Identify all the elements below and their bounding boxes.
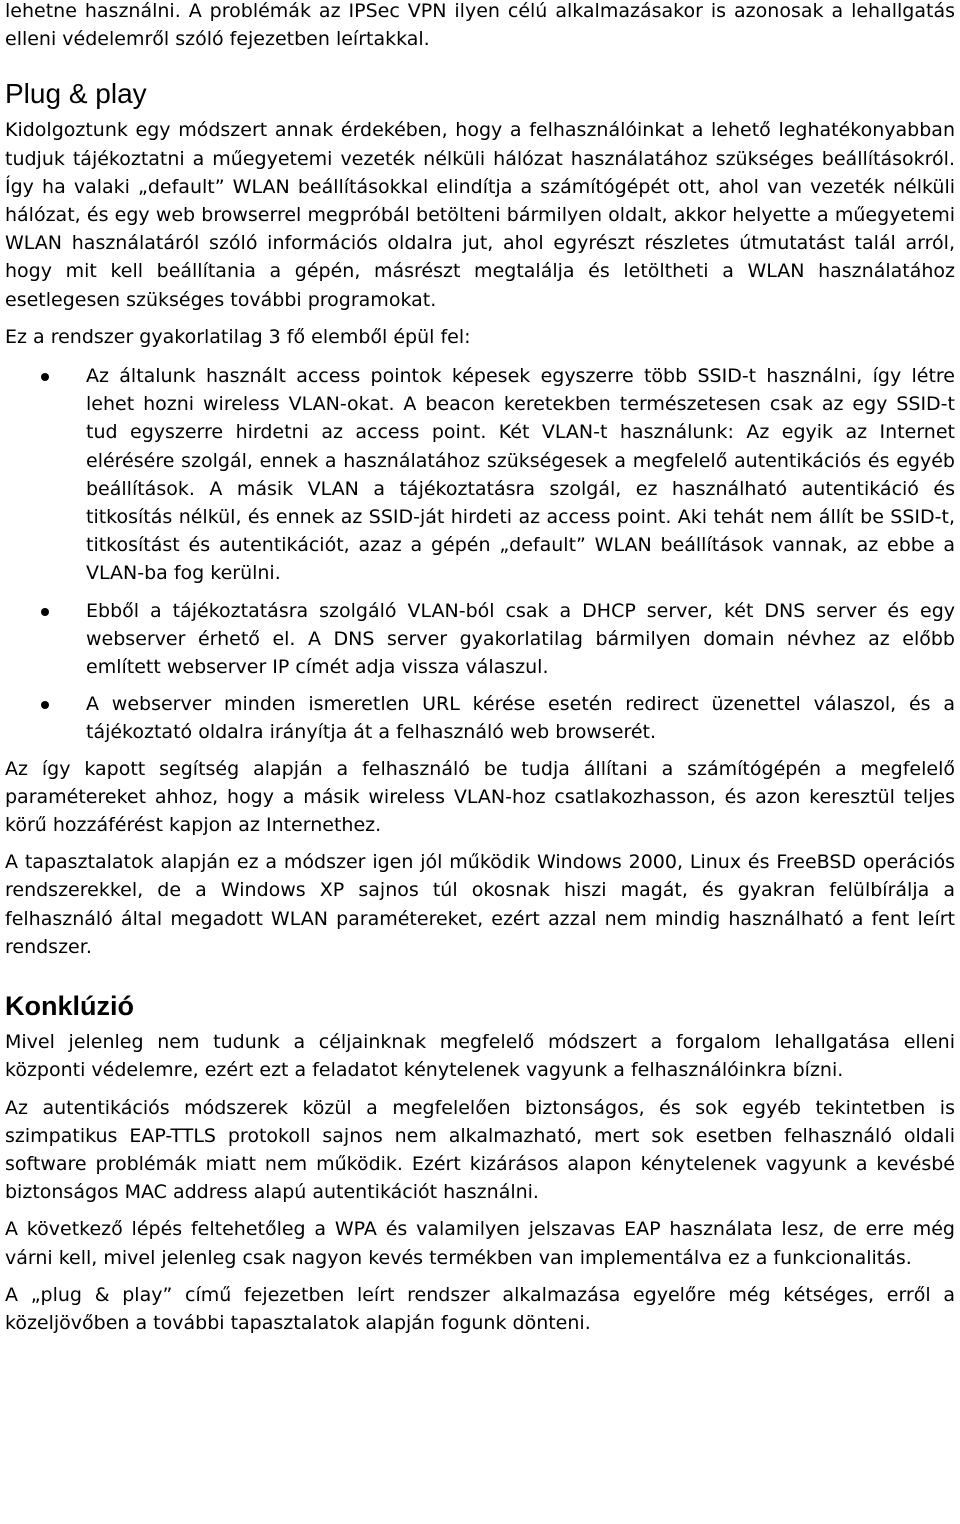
list-item-text: Ebből a tájékoztatásra szolgáló VLAN-ból csak a DHCP server, két DNS server és egy webserver érhető el. A DNS server gyakorlatilag bármilyen domain névhez az előbb említett webserver IP címét adja vissza válaszul. [86, 599, 955, 679]
bullet-icon [41, 373, 49, 381]
list-item [5, 690, 955, 746]
konk-paragraph-2: Az autentikációs módszerek közül a megfelelően biztonságos, és sok egyéb tekintetben is szimpatikus EAP-TTLS protokoll sajnos nem alkalmazható, mert sok esetben felhasználó oldali software problémák miatt nem működik. Ezért kizárásos alapon kénytelenek vagyunk a kevésbé biztonságos MAC address alapú autentikációt használni. [5, 1096, 955, 1204]
list-item-text: A webserver minden ismeretlen URL kérése esetén redirect üzenettel válaszol, és a tájékoztató oldalra irányítja át a felhasználó web browserét. [86, 693, 955, 744]
bullet-icon [41, 608, 49, 616]
bullet-icon [41, 701, 49, 709]
plug-paragraph-3: Az így kapott segítség alapján a felhasználó be tudja állítani a számítógépén a megfelelő paramétereket ahhoz, hogy a másik wireless VLAN-hoz csatlakozhasson, és azon keresztül teljes körű hozzáférést kapjon az Internethez. [5, 757, 955, 837]
document-page [5, 0, 955, 1337]
section-heading-plug-and-play: Plug & play [5, 78, 147, 110]
plug-paragraph-2: Ez a rendszer gyakorlatilag 3 fő elemből épül fel: [5, 325, 471, 348]
plug-paragraph-4: A tapasztalatok alapján ez a módszer igen jól működik Windows 2000, Linux és FreeBSD operációs rendszerekkel, de a Windows XP sajnos túl okosnak hiszi magát, és gyakran felülbírálja a felhasználó által megadott WLAN paramétereket, ezért azzal nem mindig használható a fent leírt rendszer. [5, 851, 955, 958]
konk-paragraph-4: A „plug & play” című fejezetben leírt rendszer alkalmazása egyelőre még kétséges, erről a közeljövőben a további tapasztalatok alapján fogunk dönteni. [5, 1283, 955, 1334]
plug-paragraph-1: Kidolgoztunk egy módszert annak érdekében, hogy a felhasználóinkat a lehető leghatékonyabban tudjuk tájékoztatni a műegyetemi vezeték nélküli hálózat használatához szükséges beállításokról. Így ha valaki „default” WLAN beállításokkal elindítja a számítógépét ott, ahol van vezeték nélküli hálózat, és egy web browserrel megpróbál betölteni bármilyen oldalt, akkor helyette a műegyetemi WLAN használatáról szóló információs oldalra jut, ahol egyrészt részletes útmutatást talál arról, hogy mit kell beállítania a gépén, másrészt megtalálja és letöltheti a WLAN használatához esetlegesen szükséges további programokat. [5, 119, 955, 311]
konk-paragraph-1: Mivel jelenleg nem tudunk a céljainknak megfelelő módszert a forgalom lehallgatása elleni központi védelemre, ezért ezt a feladatot kénytelenek vagyunk a felhasználóinkra bízni. [5, 1031, 955, 1082]
list-item-text: Az általunk használt access pointok képesek egyszerre több SSID-t használni, így létre lehet hozni wireless VLAN-okat. A beacon keretekben természetesen csak az egy SSID-t tud egyszerre hirdetni az access point. Két VLAN-t használunk: Az egyik az Internet elérésére szolgál, ennek a használatához szükségesek a megfelelő autentikációs és egyéb beállítások. A másik VLAN a tájékoztatásra szolgál, ez használható autentikáció és titkosítás nélkül, és ennek az SSID-ját hirdeti az access point. Aki tehát nem állít be SSID-t, titkosítást és autentikációt, azaz a gépén „default” WLAN beállítások vannak, az ebbe a VLAN-ba fog kerülni. [86, 365, 955, 585]
section-heading-konkluzio: Konklúzió [5, 991, 134, 1022]
list-item [5, 597, 955, 682]
list-item [5, 362, 955, 588]
konk-paragraph-3: A következő lépés feltehetőleg a WPA és valamilyen jelszavas EAP használata lesz, de erre még várni kell, mivel jelenleg csak nagyon kevés termékben van implementálva ez a funkcionalitás. [5, 1218, 955, 1269]
intro-paragraph: lehetne használni. A problémák az IPSec VPN ilyen célú alkalmazásakor is azonosak a lehallgatás elleni védelemről szóló fejezetben leírtakkal. [5, 0, 955, 51]
bullet-list [5, 362, 955, 747]
